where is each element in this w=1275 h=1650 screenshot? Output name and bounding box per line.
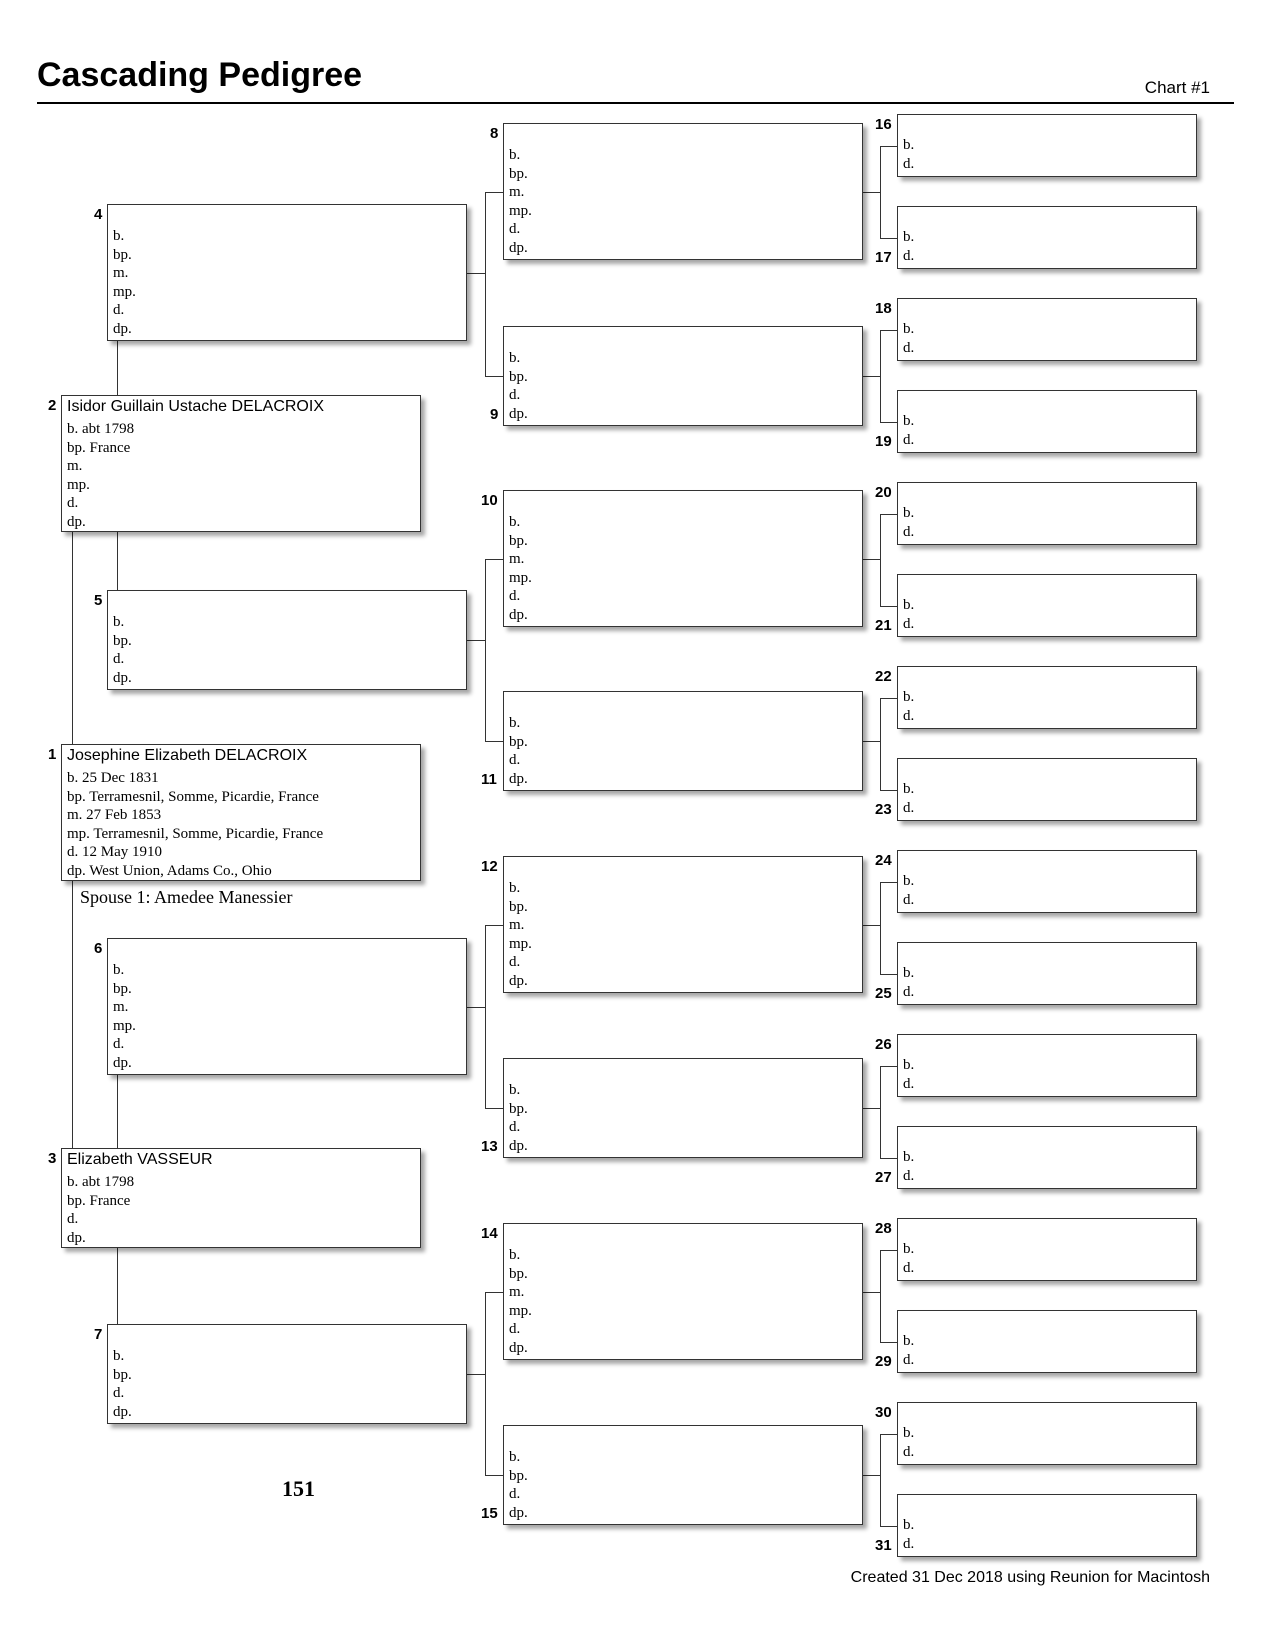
person-number: 28 — [875, 1220, 892, 1237]
person-box-2 — [61, 395, 421, 532]
person-field: m. — [509, 1284, 525, 1300]
person-fields — [509, 1246, 532, 1357]
connector-line — [880, 1066, 897, 1067]
person-field: bp. — [509, 532, 528, 549]
person-field: bp. — [509, 1100, 528, 1117]
person-field: d. — [67, 1211, 79, 1227]
person-box-20 — [897, 482, 1197, 545]
person-field: b. — [903, 689, 915, 705]
connector-line — [880, 146, 897, 147]
person-field: d. — [113, 302, 125, 318]
person-field: dp. — [113, 320, 132, 337]
person-number: 8 — [490, 125, 499, 142]
person-field: bp. — [509, 368, 528, 385]
connector-line — [863, 741, 880, 742]
person-field: b. — [903, 505, 915, 521]
person-number: 22 — [875, 668, 892, 685]
connector-line — [117, 532, 118, 590]
person-field: d. — [67, 495, 79, 511]
person-number: 30 — [875, 1404, 892, 1421]
connector-line — [863, 559, 880, 560]
connector-line — [485, 192, 486, 377]
person-field: bp. — [509, 1467, 528, 1484]
person-field: b. — [903, 1333, 915, 1349]
chart-number: Chart #1 — [1144, 78, 1210, 97]
person-field: bp. — [509, 733, 528, 750]
person-fields — [903, 1332, 914, 1369]
title-rule — [37, 102, 1234, 104]
connector-line — [880, 1066, 881, 1159]
connector-line — [117, 1075, 118, 1148]
person-field: d. — [903, 891, 915, 908]
person-field: m. — [113, 999, 129, 1015]
person-fields — [903, 136, 914, 173]
person-field: b. — [903, 1425, 915, 1441]
person-field: b. — [509, 350, 521, 366]
person-number: 11 — [481, 771, 497, 788]
person-number: 4 — [94, 206, 103, 223]
person-fields — [903, 780, 914, 817]
person-field: d. — [903, 431, 915, 448]
person-field: dp. — [509, 606, 528, 623]
connector-line — [467, 640, 485, 641]
person-field: b. — [903, 229, 915, 245]
person-field: bp. France — [67, 1192, 131, 1209]
connector-line — [863, 1475, 880, 1476]
person-field: m. — [509, 917, 525, 933]
person-box-7 — [107, 1324, 467, 1424]
person-fields — [903, 1424, 914, 1461]
connector-line — [485, 925, 503, 926]
person-field: d. — [509, 1119, 521, 1135]
person-box-30 — [897, 1402, 1197, 1465]
connector-line — [485, 741, 503, 742]
person-number: 1 — [48, 746, 57, 763]
person-fields — [509, 1081, 528, 1155]
person-field: d. — [903, 707, 915, 724]
person-field: b. — [903, 413, 915, 429]
person-fields — [903, 504, 914, 541]
person-field: d. 12 May 1910 — [67, 844, 162, 860]
person-field: d. — [509, 1321, 521, 1337]
person-field: b. — [113, 228, 125, 244]
connector-line — [880, 330, 897, 331]
person-field: mp. Terramesnil, Somme, Picardie, France — [67, 825, 324, 842]
person-field: b. — [509, 1247, 521, 1263]
person-field: b. abt 1798 — [67, 1174, 135, 1190]
person-field: b. — [903, 1517, 915, 1533]
person-field: d. — [113, 651, 125, 667]
person-box-17 — [897, 206, 1197, 269]
person-field: b. — [113, 614, 125, 630]
person-field: bp. — [509, 165, 528, 182]
person-field: b. — [509, 880, 521, 896]
person-field: d. — [509, 387, 521, 403]
person-fields — [113, 613, 132, 687]
person-field: b. — [509, 715, 521, 731]
person-field: dp. — [113, 669, 132, 686]
person-number: 18 — [875, 300, 892, 317]
connector-line — [880, 606, 897, 607]
person-box-25 — [897, 942, 1197, 1005]
connector-line — [880, 330, 881, 423]
page-title: Cascading Pedigree — [37, 56, 363, 94]
person-field: mp. — [509, 202, 532, 219]
person-field: d. — [903, 615, 915, 632]
person-field: b. — [113, 1348, 125, 1364]
person-field: d. — [903, 1351, 915, 1368]
person-number: 9 — [490, 406, 499, 423]
person-fields — [67, 769, 323, 880]
person-field: bp. France — [67, 439, 131, 456]
connector-line — [863, 376, 880, 377]
person-field: b. — [903, 1057, 915, 1073]
connector-line — [467, 1374, 485, 1375]
connector-line — [467, 273, 485, 274]
person-fields — [113, 961, 136, 1072]
person-field: b. — [903, 137, 915, 153]
person-field: d. — [903, 247, 915, 264]
person-number: 12 — [481, 858, 498, 875]
person-box-14 — [503, 1223, 863, 1360]
person-field: dp. — [113, 1054, 132, 1071]
person-number: 26 — [875, 1036, 892, 1053]
connector-line — [880, 1434, 897, 1435]
person-number: 31 — [875, 1537, 892, 1554]
person-fields — [903, 1516, 914, 1553]
person-fields — [509, 349, 528, 423]
person-field: bp. Terramesnil, Somme, Picardie, France — [67, 788, 319, 805]
person-number: 13 — [481, 1138, 498, 1155]
person-number: 14 — [481, 1225, 498, 1242]
person-field: m. — [509, 551, 525, 567]
connector-line — [863, 1108, 880, 1109]
person-box-28 — [897, 1218, 1197, 1281]
person-number: 3 — [48, 1150, 57, 1167]
person-field: bp. — [113, 632, 132, 649]
connector-line — [485, 1475, 503, 1476]
person-field: m. — [509, 184, 525, 200]
person-field: d. — [509, 954, 521, 970]
person-field: d. — [113, 1385, 125, 1401]
person-field: bp. — [113, 246, 132, 263]
connector-line — [880, 514, 881, 607]
person-field: dp. — [67, 1229, 86, 1246]
connector-line — [880, 698, 881, 791]
connector-line — [880, 146, 881, 239]
person-field: mp. — [113, 1017, 136, 1034]
person-field: bp. — [509, 898, 528, 915]
person-fields — [113, 227, 136, 338]
person-box-12 — [503, 856, 863, 993]
connector-line — [880, 238, 897, 239]
person-box-9 — [503, 326, 863, 426]
person-box-19 — [897, 390, 1197, 453]
person-field: b. — [509, 1449, 521, 1465]
person-box-27 — [897, 1126, 1197, 1189]
person-field: dp. — [509, 1339, 528, 1356]
person-field: mp. — [509, 935, 532, 952]
connector-line — [880, 1434, 881, 1527]
person-field: d. — [509, 1486, 521, 1502]
person-box-4 — [107, 204, 467, 341]
person-field: dp. — [113, 1403, 132, 1420]
person-field: b. — [903, 1149, 915, 1165]
connector-line — [880, 1526, 897, 1527]
connector-line — [880, 1342, 897, 1343]
person-box-22 — [897, 666, 1197, 729]
person-field: d. — [903, 1535, 915, 1552]
person-box-24 — [897, 850, 1197, 913]
connector-line — [863, 1292, 880, 1293]
person-fields — [903, 228, 914, 265]
person-field: d. — [509, 588, 521, 604]
person-field: d. — [509, 752, 521, 768]
person-field: b. — [509, 147, 521, 163]
person-fields — [509, 879, 532, 990]
connector-line — [485, 559, 486, 742]
connector-line — [880, 974, 897, 975]
person-box-5 — [107, 590, 467, 690]
person-field: dp. — [67, 513, 86, 530]
person-box-1 — [61, 744, 421, 881]
person-number: 29 — [875, 1353, 892, 1370]
connector-line — [880, 422, 897, 423]
person-field: d. — [113, 1036, 125, 1052]
person-number: 7 — [94, 1326, 103, 1343]
person-fields — [509, 513, 532, 624]
footer-credit: Created 31 Dec 2018 using Reunion for Macintosh — [850, 1569, 1210, 1586]
connector-line — [880, 1158, 897, 1159]
person-box-13 — [503, 1058, 863, 1158]
person-field: b. — [903, 965, 915, 981]
person-number: 15 — [481, 1505, 498, 1522]
person-field: mp. — [509, 569, 532, 586]
person-box-8 — [503, 123, 863, 260]
person-field: b. — [903, 873, 915, 889]
person-box-23 — [897, 758, 1197, 821]
person-field: d. — [903, 799, 915, 816]
connector-line — [863, 192, 880, 193]
page-number: 151 — [282, 1476, 315, 1501]
person-number: 5 — [94, 592, 103, 609]
person-field: m. — [67, 458, 83, 474]
person-number: 27 — [875, 1169, 892, 1186]
person-field: d. — [509, 221, 521, 237]
person-number: 25 — [875, 985, 892, 1002]
connector-line — [880, 698, 897, 699]
person-fields — [903, 1240, 914, 1277]
person-field: b. — [903, 597, 915, 613]
connector-line — [485, 559, 503, 560]
connector-line — [485, 1292, 486, 1476]
person-box-16 — [897, 114, 1197, 177]
person-name: Elizabeth VASSEUR — [67, 1151, 213, 1168]
person-field: d. — [903, 523, 915, 540]
person-fields — [509, 146, 532, 257]
connector-line — [485, 376, 503, 377]
connector-line — [485, 1292, 503, 1293]
person-box-31 — [897, 1494, 1197, 1557]
connector-line — [880, 1250, 897, 1251]
person-field: d. — [903, 339, 915, 356]
person-fields — [903, 1056, 914, 1093]
person-fields — [509, 1448, 528, 1522]
person-fields — [113, 1347, 132, 1421]
person-number: 20 — [875, 484, 892, 501]
connector-line — [485, 925, 486, 1109]
person-field: dp. — [509, 405, 528, 422]
person-field: d. — [903, 983, 915, 1000]
person-name: Isidor Guillain Ustache DELACROIX — [67, 398, 324, 415]
person-box-18 — [897, 298, 1197, 361]
person-fields — [903, 412, 914, 449]
person-number: 10 — [481, 492, 498, 509]
connector-line — [880, 882, 881, 975]
person-number: 16 — [875, 116, 892, 133]
person-number: 6 — [94, 940, 103, 957]
person-field: b. abt 1798 — [67, 421, 135, 437]
person-fields — [67, 420, 134, 531]
person-field: bp. — [113, 980, 132, 997]
person-field: mp. — [509, 1302, 532, 1319]
person-field: b. — [903, 321, 915, 337]
person-box-3 — [61, 1148, 421, 1248]
person-box-29 — [897, 1310, 1197, 1373]
person-field: bp. — [509, 1265, 528, 1282]
person-field: d. — [903, 1259, 915, 1276]
person-field: b. — [509, 1082, 521, 1098]
person-field: d. — [903, 1443, 915, 1460]
connector-line — [863, 925, 880, 926]
connector-line — [485, 192, 503, 193]
person-fields — [903, 596, 914, 633]
connector-line — [117, 341, 118, 395]
person-box-21 — [897, 574, 1197, 637]
person-fields — [903, 872, 914, 909]
person-box-11 — [503, 691, 863, 791]
person-number: 23 — [875, 801, 892, 818]
person-fields — [903, 320, 914, 357]
connector-line — [117, 1248, 118, 1324]
connector-line — [880, 790, 897, 791]
person-number: 24 — [875, 852, 892, 869]
person-field: m. 27 Feb 1853 — [67, 807, 162, 823]
spouse-note: Spouse 1: Amedee Manessier — [80, 887, 293, 907]
person-field: m. — [113, 265, 129, 281]
person-field: dp. — [509, 770, 528, 787]
person-field: d. — [903, 1075, 915, 1092]
connector-line — [485, 1108, 503, 1109]
person-fields — [903, 964, 914, 1001]
person-number: 2 — [48, 397, 57, 414]
person-field: b. — [113, 962, 125, 978]
person-box-6 — [107, 938, 467, 1075]
person-number: 19 — [875, 433, 892, 450]
connector-line — [467, 1007, 485, 1008]
person-field: dp. — [509, 1504, 528, 1521]
person-box-26 — [897, 1034, 1197, 1097]
person-field: dp. — [509, 1137, 528, 1154]
person-number: 17 — [875, 249, 892, 266]
person-field: d. — [903, 155, 915, 172]
person-fields — [903, 1148, 914, 1185]
person-field: mp. — [113, 283, 136, 300]
person-field: b. — [903, 1241, 915, 1257]
connector-line — [880, 882, 897, 883]
person-field: b. — [509, 514, 521, 530]
person-fields — [67, 1173, 134, 1247]
person-field: b. 25 Dec 1831 — [67, 770, 159, 786]
person-field: mp. — [67, 476, 90, 493]
connector-line — [880, 514, 897, 515]
person-field: b. — [903, 781, 915, 797]
person-fields — [903, 688, 914, 725]
connector-line — [880, 1250, 881, 1343]
person-fields — [509, 714, 528, 788]
person-box-10 — [503, 490, 863, 627]
person-name: Josephine Elizabeth DELACROIX — [67, 747, 308, 764]
person-box-15 — [503, 1425, 863, 1525]
person-field: dp. — [509, 972, 528, 989]
person-field: bp. — [113, 1366, 132, 1383]
person-field: d. — [903, 1167, 915, 1184]
person-number: 21 — [875, 617, 892, 634]
person-field: dp. — [509, 239, 528, 256]
person-field: dp. West Union, Adams Co., Ohio — [67, 862, 272, 879]
